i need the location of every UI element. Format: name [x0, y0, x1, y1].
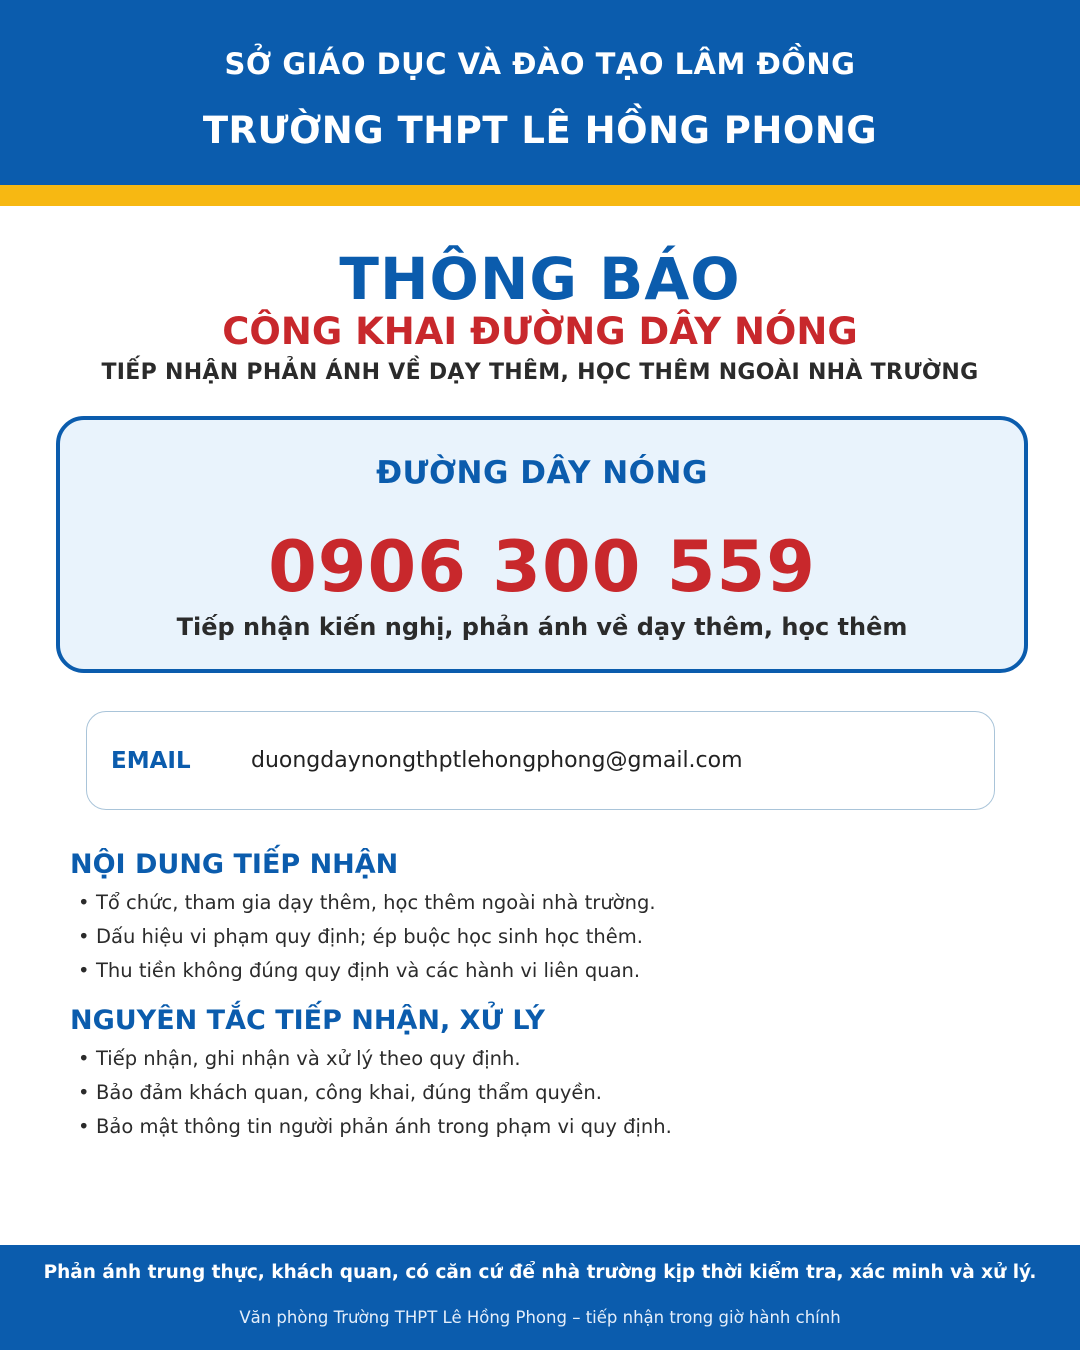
list-item: [78, 1076, 672, 1110]
list-item-text: Tiếp nhận, ghi nhận và xử lý theo quy định.: [96, 1047, 521, 1070]
email-address-link[interactable]: duongdaynongthptlehongphong@gmail.com: [251, 748, 743, 773]
gold-divider-stripe: [0, 185, 1080, 206]
footer-message: Phản ánh trung thực, khách quan, có căn cứ để nhà trường kịp thời kiểm tra, xác minh và xử lý.: [43, 1262, 1037, 1283]
bullet-icon: •: [78, 891, 90, 914]
list-item: [78, 920, 656, 954]
list-item-text: Dấu hiệu vi phạm quy định; ép buộc học sinh học thêm.: [96, 925, 643, 948]
email-label: EMAIL: [111, 748, 191, 774]
hotline-box: [56, 416, 1028, 673]
content-list: [78, 886, 656, 988]
header-banner: [0, 0, 1080, 185]
notice-title: THÔNG BÁO: [339, 245, 741, 313]
school-name: TRƯỜNG THPT LÊ HỒNG PHONG: [202, 109, 878, 152]
hotline-label: ĐƯỜNG DÂY NÓNG: [376, 455, 708, 491]
footer-banner: [0, 1245, 1080, 1350]
notice-subtitle: CÔNG KHAI ĐƯỜNG DÂY NÓNG: [222, 310, 858, 353]
list-item: [78, 954, 656, 988]
bullet-icon: •: [78, 1115, 90, 1138]
section-heading-principles: NGUYÊN TẮC TIẾP NHẬN, XỬ LÝ: [70, 1005, 545, 1036]
principles-list: [78, 1042, 672, 1144]
list-item-text: Bảo đảm khách quan, công khai, đúng thẩm quyền.: [96, 1081, 602, 1104]
hotline-phone-number[interactable]: 0906 300 559: [268, 526, 816, 608]
hotline-note: Tiếp nhận kiến nghị, phản ánh về dạy thêm, học thêm: [176, 613, 908, 641]
bullet-icon: •: [78, 1047, 90, 1070]
department-name: SỞ GIÁO DỤC VÀ ĐÀO TẠO LÂM ĐỒNG: [224, 47, 856, 81]
bullet-icon: •: [78, 925, 90, 948]
email-box: [86, 711, 995, 810]
list-item: [78, 886, 656, 920]
bullet-icon: •: [78, 1081, 90, 1104]
list-item-text: Tổ chức, tham gia dạy thêm, học thêm ngoài nhà trường.: [96, 891, 656, 914]
list-item: [78, 1110, 672, 1144]
footer-office-hours: Văn phòng Trường THPT Lê Hồng Phong – tiếp nhận trong giờ hành chính: [239, 1308, 841, 1327]
list-item-text: Thu tiền không đúng quy định và các hành vi liên quan.: [96, 959, 641, 982]
bullet-icon: •: [78, 959, 90, 982]
list-item: [78, 1042, 672, 1076]
list-item-text: Bảo mật thông tin người phản ánh trong phạm vi quy định.: [96, 1115, 672, 1138]
section-heading-content: NỘI DUNG TIẾP NHẬN: [70, 849, 399, 880]
notice-description: TIẾP NHẬN PHẢN ÁNH VỀ DẠY THÊM, HỌC THÊM NGOÀI NHÀ TRƯỜNG: [101, 360, 979, 385]
